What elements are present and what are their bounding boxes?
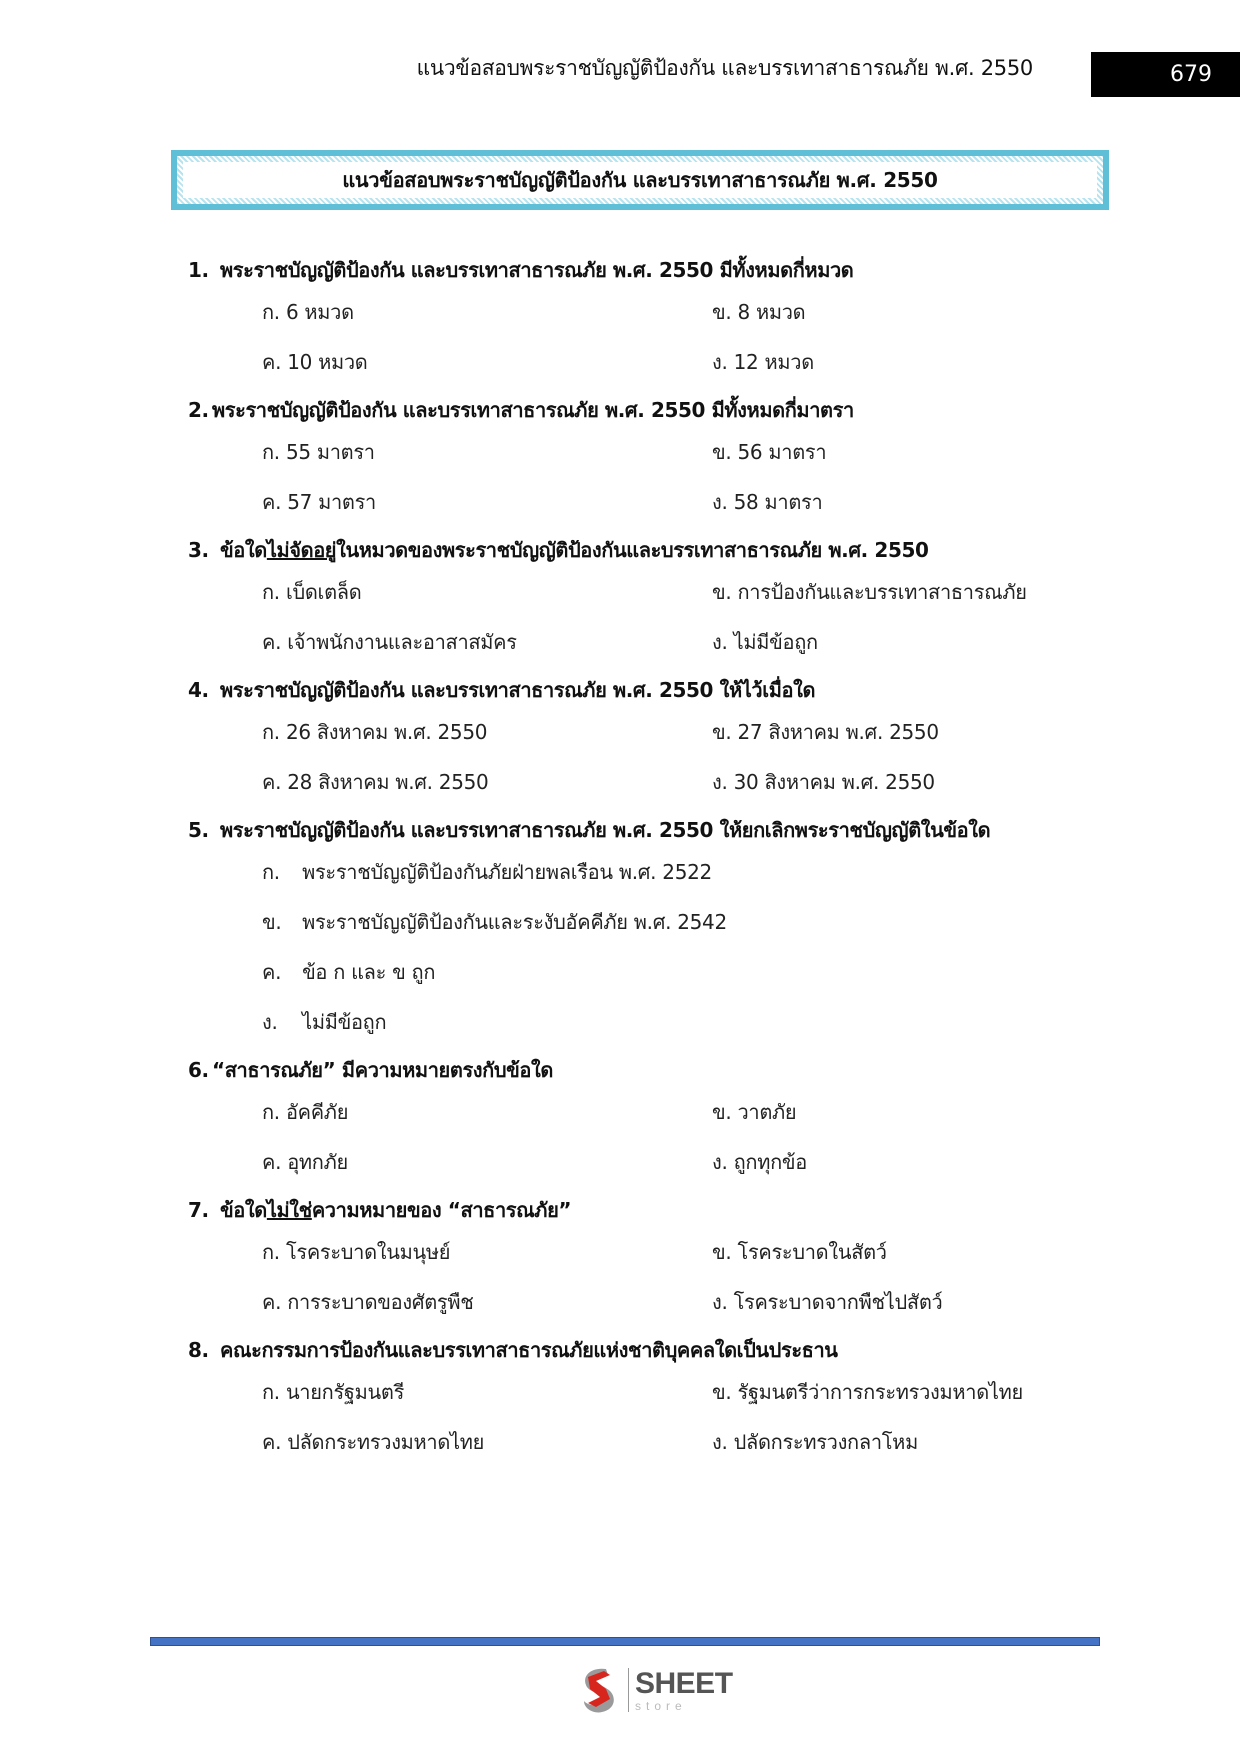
option-a[interactable] xyxy=(262,290,712,340)
option-text: เจ้าพนักงานและอาสาสมัคร xyxy=(287,630,517,654)
option-b[interactable] xyxy=(712,1230,1162,1280)
option-a[interactable] xyxy=(262,850,1162,900)
option-label: ง. xyxy=(712,770,728,794)
option-label: ค. xyxy=(262,630,282,654)
question-6 xyxy=(188,1050,1088,1190)
section-title: แนวข้อสอบพระราชบัญญัติป้องกัน และบรรเทาสาธารณภัย พ.ศ. 2550 xyxy=(183,162,1097,198)
option-label: ง. xyxy=(712,490,728,514)
option-d[interactable] xyxy=(712,1420,1162,1470)
option-d[interactable] xyxy=(712,620,1162,670)
question-number: 3. xyxy=(188,538,209,562)
option-text: อัคคีภัย xyxy=(285,1100,349,1124)
option-label: ง. xyxy=(712,630,728,654)
option-text: 6 หมวด xyxy=(285,300,354,324)
option-label: ข. xyxy=(712,720,732,744)
footer-rule xyxy=(150,1637,1100,1646)
option-d[interactable] xyxy=(712,760,1162,810)
question-list xyxy=(188,250,1088,1470)
logo-divider xyxy=(628,1668,629,1712)
option-label: ค. xyxy=(262,1430,282,1454)
option-label: ข. xyxy=(262,910,282,934)
option-text: นายกรัฐมนตรี xyxy=(285,1380,405,1404)
option-c[interactable] xyxy=(262,480,712,530)
option-text: 8 หมวด xyxy=(737,300,806,324)
question-5 xyxy=(188,810,1088,1050)
page-number-box xyxy=(1091,52,1240,97)
option-grid xyxy=(188,430,1088,530)
option-list xyxy=(188,850,1088,1050)
option-text: 26 สิงหาคม พ.ศ. 2550 xyxy=(285,720,488,744)
question-1 xyxy=(188,250,1088,390)
question-text: พระราชบัญญัติป้องกัน และบรรเทาสาธารณภัย พ.ศ. 2550 มีทั้งหมดกี่มาตรา xyxy=(212,398,854,422)
option-b[interactable] xyxy=(712,1370,1162,1420)
question-stem xyxy=(188,390,1088,430)
option-label: ค. xyxy=(262,770,282,794)
option-c[interactable] xyxy=(262,1280,712,1330)
option-text: โรคระบาดในสัตว์ xyxy=(737,1240,887,1264)
option-d[interactable] xyxy=(712,480,1162,530)
question-text: คณะกรรมการป้องกันและบรรเทาสาธารณภัยแห่งชาติบุคคลใดเป็นประธาน xyxy=(220,1338,838,1362)
option-text: การป้องกันและบรรเทาสาธารณภัย xyxy=(737,580,1027,604)
option-c[interactable] xyxy=(262,760,712,810)
option-text: ปลัดกระทรวงมหาดไทย xyxy=(287,1430,485,1454)
option-label: ก. xyxy=(262,580,280,604)
question-number: 8. xyxy=(188,1338,209,1362)
question-text: ข้อใด xyxy=(220,538,267,562)
option-b[interactable] xyxy=(712,710,1162,760)
sheet-store-s-icon xyxy=(576,1665,622,1715)
option-text: 27 สิงหาคม พ.ศ. 2550 xyxy=(737,720,939,744)
question-stem xyxy=(188,670,1088,710)
option-text: รัฐมนตรีว่าการกระทรวงมหาดไทย xyxy=(737,1380,1023,1404)
question-number: 7. xyxy=(188,1198,209,1222)
option-a[interactable] xyxy=(262,1090,712,1140)
option-c[interactable] xyxy=(262,950,1162,1000)
page-number: 679 xyxy=(1170,62,1212,87)
option-text: ปลัดกระทรวงกลาโหม xyxy=(733,1430,918,1454)
option-text: โรคระบาดจากพืชไปสัตว์ xyxy=(733,1290,943,1314)
question-stem xyxy=(188,810,1088,850)
option-label: ค. xyxy=(262,350,282,374)
question-number: 2. xyxy=(188,398,209,422)
question-number: 4. xyxy=(188,678,209,702)
section-title-box xyxy=(171,150,1109,210)
option-text: 58 มาตรา xyxy=(733,490,823,514)
option-label: ข. xyxy=(712,300,732,324)
option-label: ข. xyxy=(712,580,732,604)
option-b[interactable] xyxy=(712,430,1162,480)
option-b[interactable] xyxy=(712,1090,1162,1140)
option-label: ค. xyxy=(262,1150,282,1174)
option-a[interactable] xyxy=(262,1370,712,1420)
option-text: 12 หมวด xyxy=(733,350,814,374)
question-text-rest: ความหมายของ “สาธารณภัย” xyxy=(311,1198,572,1222)
running-header-title: แนวข้อสอบพระราชบัญญัติป้องกัน และบรรเทาสาธารณภัย พ.ศ. 2550 xyxy=(416,56,1033,80)
option-text: ไม่มีข้อถูก xyxy=(302,1010,387,1034)
option-label: ค. xyxy=(262,1290,282,1314)
question-text: พระราชบัญญัติป้องกัน และบรรเทาสาธารณภัย พ.ศ. 2550 ให้ยกเลิกพระราชบัญญัติในข้อใด xyxy=(220,818,991,842)
option-text: พระราชบัญญัติป้องกันและระงับอัคคีภัย พ.ศ. 2542 xyxy=(302,910,727,934)
question-stem xyxy=(188,250,1088,290)
question-2 xyxy=(188,390,1088,530)
option-text: 56 มาตรา xyxy=(737,440,827,464)
question-8 xyxy=(188,1330,1088,1470)
question-stem xyxy=(188,1050,1088,1090)
option-c[interactable] xyxy=(262,1140,712,1190)
option-label: ง. xyxy=(262,1010,278,1034)
option-text: 55 มาตรา xyxy=(285,440,375,464)
option-a[interactable] xyxy=(262,710,712,760)
option-text: พระราชบัญญัติป้องกันภัยฝ่ายพลเรือน พ.ศ. 2522 xyxy=(302,860,712,884)
option-label: ง. xyxy=(712,1150,728,1174)
option-b[interactable] xyxy=(712,290,1162,340)
option-text: ข้อ ก และ ข ถูก xyxy=(302,960,436,984)
option-label: ก. xyxy=(262,720,280,744)
option-c[interactable] xyxy=(262,340,712,390)
option-d[interactable] xyxy=(712,1140,1162,1190)
option-c[interactable] xyxy=(262,620,712,670)
option-d[interactable] xyxy=(262,1000,1162,1050)
option-a[interactable] xyxy=(262,570,712,620)
question-number: 5. xyxy=(188,818,209,842)
option-text: ถูกทุกข้อ xyxy=(733,1150,807,1174)
question-7 xyxy=(188,1190,1088,1330)
option-label: ง. xyxy=(712,1430,728,1454)
option-d[interactable] xyxy=(712,1280,1162,1330)
option-text: 28 สิงหาคม พ.ศ. 2550 xyxy=(287,770,489,794)
option-label: ก. xyxy=(262,1240,280,1264)
option-grid xyxy=(188,1090,1088,1190)
logo-wordmark xyxy=(635,1666,733,1713)
option-text: โรคระบาดในมนุษย์ xyxy=(285,1240,451,1264)
question-emphasis: ไม่ใช่ xyxy=(266,1198,312,1222)
question-stem xyxy=(188,1330,1088,1370)
option-label: ข. xyxy=(712,1380,732,1404)
option-label: ก. xyxy=(262,860,280,884)
option-text: 30 สิงหาคม พ.ศ. 2550 xyxy=(733,770,935,794)
option-label: ข. xyxy=(712,1100,732,1124)
option-grid xyxy=(188,570,1088,670)
question-number: 6. xyxy=(188,1058,209,1082)
logo-main-text: SHEET xyxy=(635,1666,733,1700)
option-text: 10 หมวด xyxy=(287,350,368,374)
option-text: ไม่มีข้อถูก xyxy=(733,630,818,654)
question-stem xyxy=(188,1190,1088,1230)
option-label: ค. xyxy=(262,490,282,514)
option-label: ง. xyxy=(712,1290,728,1314)
question-stem xyxy=(188,530,1088,570)
option-grid xyxy=(188,1370,1088,1470)
option-label: ข. xyxy=(712,1240,732,1264)
logo-sub-text: store xyxy=(635,1698,687,1713)
question-number: 1. xyxy=(188,258,209,282)
question-4 xyxy=(188,670,1088,810)
question-emphasis: ไม่จัดอยู่ xyxy=(266,538,337,562)
option-label: ก. xyxy=(262,1100,280,1124)
sheet-store-logo xyxy=(576,1665,733,1715)
option-text: อุทกภัย xyxy=(287,1150,348,1174)
question-text: พระราชบัญญัติป้องกัน และบรรเทาสาธารณภัย พ.ศ. 2550 ให้ไว้เมื่อใด xyxy=(220,678,816,702)
option-label: ง. xyxy=(712,350,728,374)
option-text: วาตภัย xyxy=(737,1100,797,1124)
option-grid xyxy=(188,710,1088,810)
option-text: 57 มาตรา xyxy=(287,490,376,514)
question-text: “สาธารณภัย” มีความหมายตรงกับข้อใด xyxy=(212,1058,553,1082)
question-text-rest: ในหมวดของพระราชบัญญัติป้องกันและบรรเทาสาธารณภัย พ.ศ. 2550 xyxy=(336,538,929,562)
question-text: พระราชบัญญัติป้องกัน และบรรเทาสาธารณภัย พ.ศ. 2550 มีทั้งหมดกี่หมวด xyxy=(220,258,854,282)
option-a[interactable] xyxy=(262,1230,712,1280)
option-a[interactable] xyxy=(262,430,712,480)
question-text: ข้อใด xyxy=(220,1198,267,1222)
option-b[interactable] xyxy=(712,570,1162,620)
option-label: ก. xyxy=(262,1380,280,1404)
option-d[interactable] xyxy=(712,340,1162,390)
option-label: ก. xyxy=(262,300,280,324)
option-label: ค. xyxy=(262,960,282,984)
option-label: ข. xyxy=(712,440,732,464)
option-b[interactable] xyxy=(262,900,1162,950)
option-grid xyxy=(188,1230,1088,1330)
option-c[interactable] xyxy=(262,1420,712,1470)
question-3 xyxy=(188,530,1088,670)
option-text: การระบาดของศัตรูพืช xyxy=(287,1290,474,1314)
option-text: เบ็ดเตล็ด xyxy=(285,580,362,604)
option-label: ก. xyxy=(262,440,280,464)
option-grid xyxy=(188,290,1088,390)
